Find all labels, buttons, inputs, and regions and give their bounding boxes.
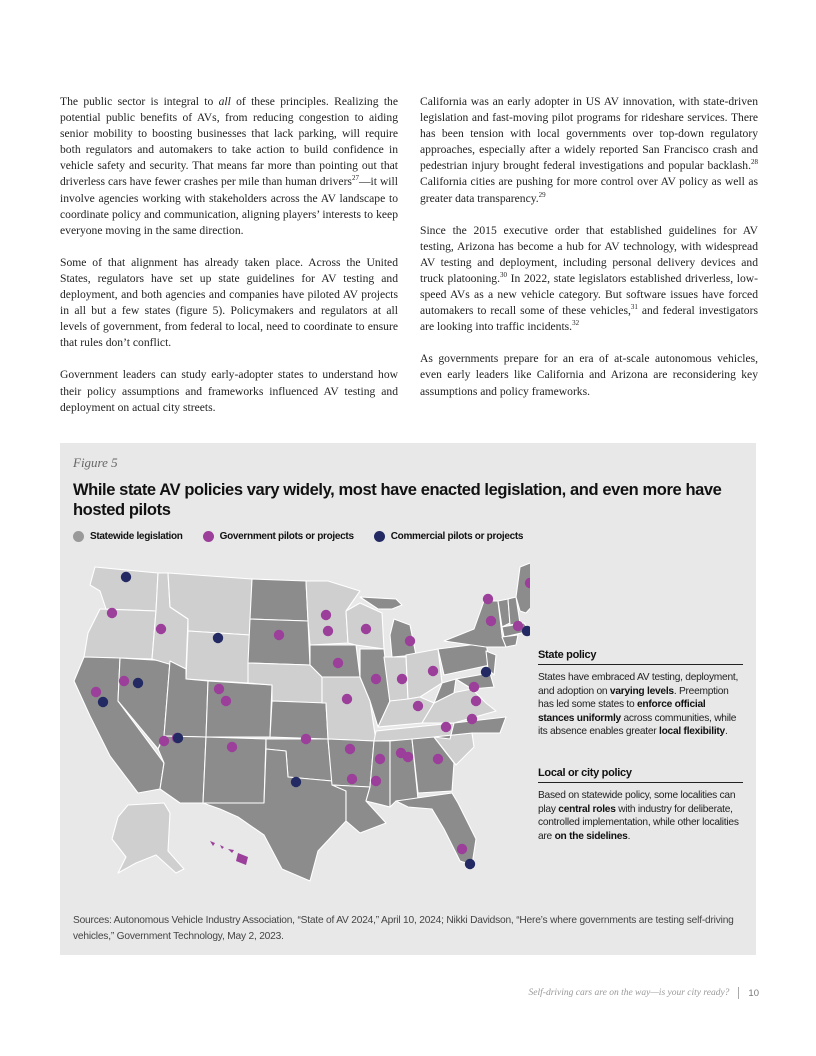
commercial-pilot-dot	[173, 733, 183, 743]
government-pilot-dot	[345, 744, 355, 754]
government-pilot-dot	[405, 636, 415, 646]
left-column	[60, 94, 398, 432]
figure-sources: Sources: Autonomous Vehicle Industry Association, “State of AV 2024,” April 10, 2024; Nikki Davidson, “Here’s where governments are testing self-driving vehicles,” Government Technology, May 2, 2023.	[73, 915, 734, 942]
paragraph: California was an early adopter in US AV innovation, with state-driven legislation and fast-moving pilot programs for rideshare services. There has been tension with local governments over top-down regulatory approaches, especially after a widely reported San Francisco crash and pedestrian injury brought federal investigations and popular backlash.$^{28}$ California cities are pushing for more control over AV policy as well as greater data transparency.$^{29}$	[420, 95, 758, 205]
local-policy-text: Based on statewide policy, some localities can play central roles with industry for deliberate, controlled implementation, while other localities are on the sidelines.	[538, 790, 739, 842]
footer-title: Self-driving cars are on the way—is your city ready?	[528, 988, 730, 998]
legend-item-legislation	[73, 531, 183, 542]
commercial-pilot-dot	[213, 633, 223, 643]
state-hawaii	[210, 841, 248, 865]
government-pilot-dot	[347, 774, 357, 784]
government-pilot-dot	[469, 682, 479, 692]
government-pilot-dot	[159, 736, 169, 746]
legend-swatch	[374, 531, 385, 542]
government-pilot-dot	[119, 676, 129, 686]
commercial-pilot-dot	[465, 859, 475, 869]
government-pilot-dot	[371, 776, 381, 786]
legend-label: Commercial pilots or projects	[390, 531, 524, 542]
government-pilot-dot	[471, 696, 481, 706]
commercial-pilot-dot	[121, 572, 131, 582]
government-pilot-dot	[361, 624, 371, 634]
legend-item-commercial	[374, 531, 523, 542]
government-pilot-dot	[274, 630, 284, 640]
state-alaska	[112, 803, 184, 873]
footer-divider	[738, 987, 739, 999]
state-policy-panel	[538, 649, 743, 739]
state-north-dakota	[250, 579, 308, 621]
government-pilot-dot	[403, 752, 413, 762]
legend-item-government	[203, 531, 354, 542]
commercial-pilot-dot	[133, 678, 143, 688]
government-pilot-dot	[428, 666, 438, 676]
government-pilot-dot	[413, 701, 423, 711]
government-pilot-dot	[483, 594, 493, 604]
paragraph: Government leaders can study early-adopter states to understand how their policy assumptions and frameworks influenced AV testing and deployment on actual city streets.	[60, 368, 398, 414]
state-virginia	[422, 689, 496, 723]
government-pilot-dot	[321, 610, 331, 620]
page-number: 10	[748, 987, 759, 999]
government-pilot-dot	[375, 754, 385, 764]
paragraph: As governments prepare for an era of at-scale autonomous vehicles, even early leaders like California and Arizona are reconsidering key assumptions and policy frameworks.	[420, 352, 758, 398]
state-new-york	[444, 601, 506, 647]
state-kansas	[270, 701, 328, 739]
government-pilot-dot	[342, 694, 352, 704]
government-pilot-dot	[301, 734, 311, 744]
figure-title: While state AV policies vary widely, most have enacted legislation, and even more have hosted pilots	[73, 481, 722, 519]
figure-5	[60, 443, 756, 955]
government-pilot-dot	[156, 624, 166, 634]
legend-label: Government pilots or projects	[219, 531, 354, 542]
commercial-pilot-dot	[98, 697, 108, 707]
government-pilot-dot	[227, 742, 237, 752]
paragraph: Since the 2015 executive order that established guidelines for AV testing, Arizona has become a hub for AV technology, with widespread AV testing and deployment, including personal delivery devices and truck platooning.$^{30}$ In 2022, state legislators established driverless, low-speed AVs as a new vehicle category. But software issues have forced automakers to recall some of these vehicles,$^{31}$ and federal investigators are looking into traffic incidents.$^{32}$	[420, 223, 759, 334]
state-oregon	[84, 609, 156, 659]
government-pilot-dot	[323, 626, 333, 636]
commercial-pilot-dot	[291, 777, 301, 787]
figure-label: Figure 5	[73, 455, 118, 470]
government-pilot-dot	[91, 687, 101, 697]
government-pilot-dot	[513, 621, 523, 631]
page-footer	[529, 987, 759, 999]
legend-swatch	[203, 531, 214, 542]
government-pilot-dot	[467, 714, 477, 724]
government-pilot-dot	[107, 608, 117, 618]
paragraph: The public sector is integral to all of these principles. Realizing the potential public benefits of AVs, from reducing congestion to aiding senior mobility to boosting businesses that lack parking, will require both regulators and automakers to take action to build confidence in vehicle safety and security. That means far more than pointing out that driverless cars have fewer crashes per mile than human drivers$^{27}$—it will involve agencies working with stakeholders across the AV landscape to coordinate policy and communication, aligning players’ interests to keep everyone moving in the same direction.	[60, 95, 398, 237]
legend-swatch	[73, 531, 84, 542]
government-pilot-dot	[333, 658, 343, 668]
government-pilot-dot	[221, 696, 231, 706]
government-pilot-dot	[371, 674, 381, 684]
state-florida	[396, 793, 476, 865]
government-pilot-dot	[441, 722, 451, 732]
commercial-pilot-dot	[481, 667, 491, 677]
local-policy-heading: Local or city policy	[538, 767, 743, 783]
state-maine	[516, 563, 530, 613]
government-pilot-dot	[486, 616, 496, 626]
government-pilot-dot	[397, 674, 407, 684]
state-south-dakota	[248, 619, 310, 665]
state-policy-text: States have embraced AV testing, deployment, and adoption on varying levels. Preemption has led some states to enforce official stances uniformly across communities, while its absence enables greater local flexibility.	[538, 672, 739, 737]
government-pilot-dot	[457, 844, 467, 854]
local-policy-panel	[538, 767, 743, 843]
paragraph: Some of that alignment has already taken place. Across the United States, regulators have set up state guidelines for AV testing and deployment, and both agencies and companies have piloted AV projects in all but a few states (figure 5). Policymakers and regulators at all levels of government, from federal to local, need to coordinate to ensure that rules don’t conflict.	[60, 255, 398, 350]
government-pilot-dot	[214, 684, 224, 694]
state-policy-heading: State policy	[538, 649, 743, 665]
government-pilot-dot	[433, 754, 443, 764]
right-column	[420, 94, 758, 416]
us-map	[60, 551, 530, 901]
legend	[73, 531, 523, 542]
legend-label: Statewide legislation	[90, 531, 183, 542]
